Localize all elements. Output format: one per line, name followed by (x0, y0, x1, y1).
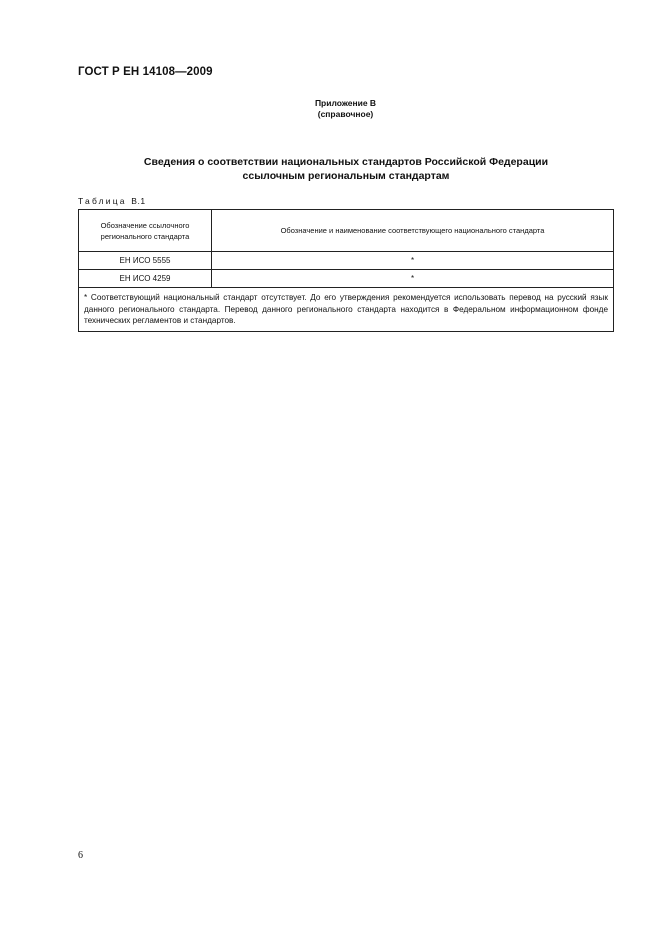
national-standard-cell: * (212, 252, 614, 270)
section-title-line-1: Сведения о соответствии национальных стандартов Российской Федерации (143, 156, 549, 168)
header-col1-line-1: Обозначение ссылочного (100, 220, 190, 230)
table-caption (78, 196, 146, 206)
national-standard-cell: * (212, 270, 614, 288)
table-caption-label: Таблица (78, 196, 127, 206)
table-caption-number: В.1 (131, 196, 146, 206)
annex-subtitle: (справочное) (317, 109, 374, 119)
table-row (79, 270, 614, 288)
regional-standard-code: ЕН ИСО 4259 (79, 270, 212, 288)
section-title (78, 156, 614, 183)
annex-heading (0, 98, 661, 120)
header-national-standard: Обозначение и наименование соответствующего национального стандарта (212, 210, 614, 252)
regional-standard-code: ЕН ИСО 5555 (79, 252, 212, 270)
table-footnote: * Соответствующий национальный стандарт отсутствует. До его утверждения рекомендуется использовать перевод на русский язык данного регионального стандарта. Перевод данного регионального стандарта находится в Федеральном информационном фонде технических регламентов и стандартов. (79, 288, 614, 332)
standards-table (78, 209, 614, 332)
header-col1-line-2: регионального стандарта (100, 231, 190, 241)
section-title-line-2: ссылочным региональным стандартам (242, 169, 450, 182)
document-code: ГОСТ Р ЕН 14108—2009 (78, 66, 213, 78)
table-header-row (79, 210, 614, 252)
annex-title: Приложение В (314, 98, 377, 108)
page-number: 6 (78, 850, 83, 861)
table-footnote-row (79, 288, 614, 332)
table-row (79, 252, 614, 270)
header-regional-standard (79, 210, 212, 252)
